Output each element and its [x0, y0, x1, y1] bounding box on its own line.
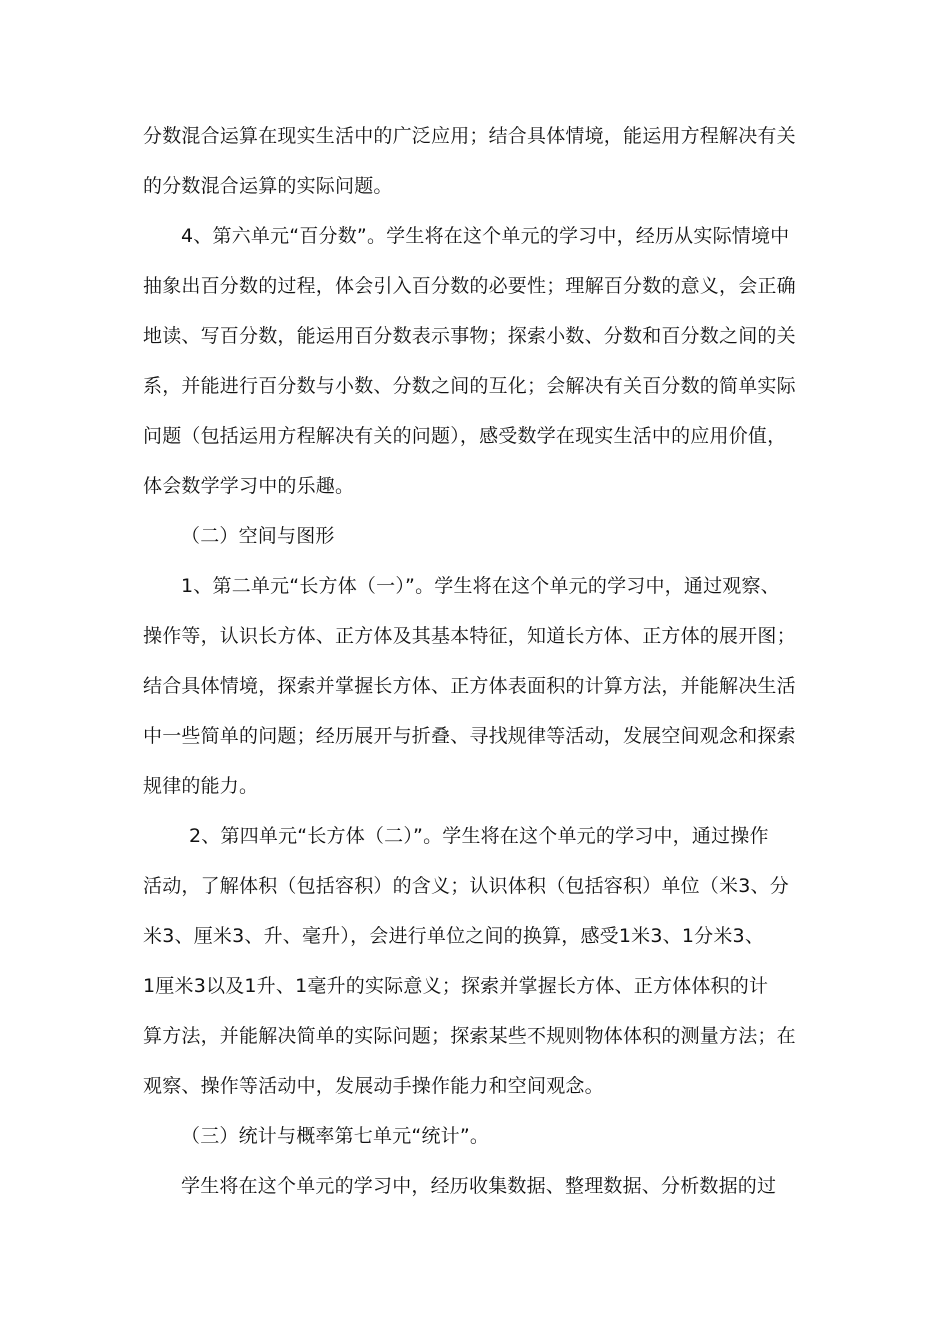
text-line: 系，并能进行百分数与小数、分数之间的互化；会解决有关百分数的简单实际 — [143, 375, 796, 397]
text-line: 中一些简单的问题；经历展开与折叠、寻找规律等活动，发展空间观念和探索 — [143, 725, 796, 747]
text-line: 结合具体情境，探索并掌握长方体、正方体表面积的计算方法，并能解决生活 — [143, 675, 796, 697]
text-line: 算方法，并能解决简单的实际问题；探索某些不规则物体体积的测量方法；在 — [143, 1025, 796, 1047]
text-line: 2、第四单元“长方体（二）”。学生将在这个单元的学习中，通过操作 — [189, 825, 769, 847]
text-line: 1、第二单元“长方体（一）”。学生将在这个单元的学习中，通过观察、 — [181, 575, 780, 597]
text-line: 操作等，认识长方体、正方体及其基本特征，知道长方体、正方体的展开图； — [143, 625, 796, 647]
text-line: 抽象出百分数的过程，体会引入百分数的必要性；理解百分数的意义，会正确 — [143, 275, 796, 297]
text-line: 观察、操作等活动中，发展动手操作能力和空间观念。 — [143, 1075, 604, 1097]
text-line: 4、第六单元“百分数”。学生将在这个单元的学习中，经历从实际情境中 — [181, 225, 790, 247]
text-line: 分数混合运算在现实生活中的广泛应用；结合具体情境，能运用方程解决有关 — [143, 125, 796, 147]
text-line: 规律的能力。 — [143, 775, 259, 797]
text-line: 地读、写百分数，能运用百分数表示事物；探索小数、分数和百分数之间的关 — [143, 325, 796, 347]
section-heading: （三）统计与概率第七单元“统计”。 — [181, 1125, 490, 1147]
text-line: 体会数学学习中的乐趣。 — [143, 475, 355, 497]
text-line: 1厘米3以及1升、1毫升的实际意义；探索并掌握长方体、正方体体积的计 — [143, 975, 769, 997]
text-line: 的分数混合运算的实际问题。 — [143, 175, 393, 197]
text-line: 米3、厘米3、升、毫升），会进行单位之间的换算，感受1米3、1分米3、 — [143, 925, 765, 947]
text-line: 活动，了解体积（包括容积）的含义；认识体积（包括容积）单位（米3、分 — [143, 875, 789, 897]
section-heading: （二）空间与图形 — [181, 525, 335, 547]
text-line: 学生将在这个单元的学习中，经历收集数据、整理数据、分析数据的过 — [181, 1175, 777, 1197]
text-line: 问题（包括运用方程解决有关的问题），感受数学在现实生活中的应用价值， — [143, 425, 787, 447]
